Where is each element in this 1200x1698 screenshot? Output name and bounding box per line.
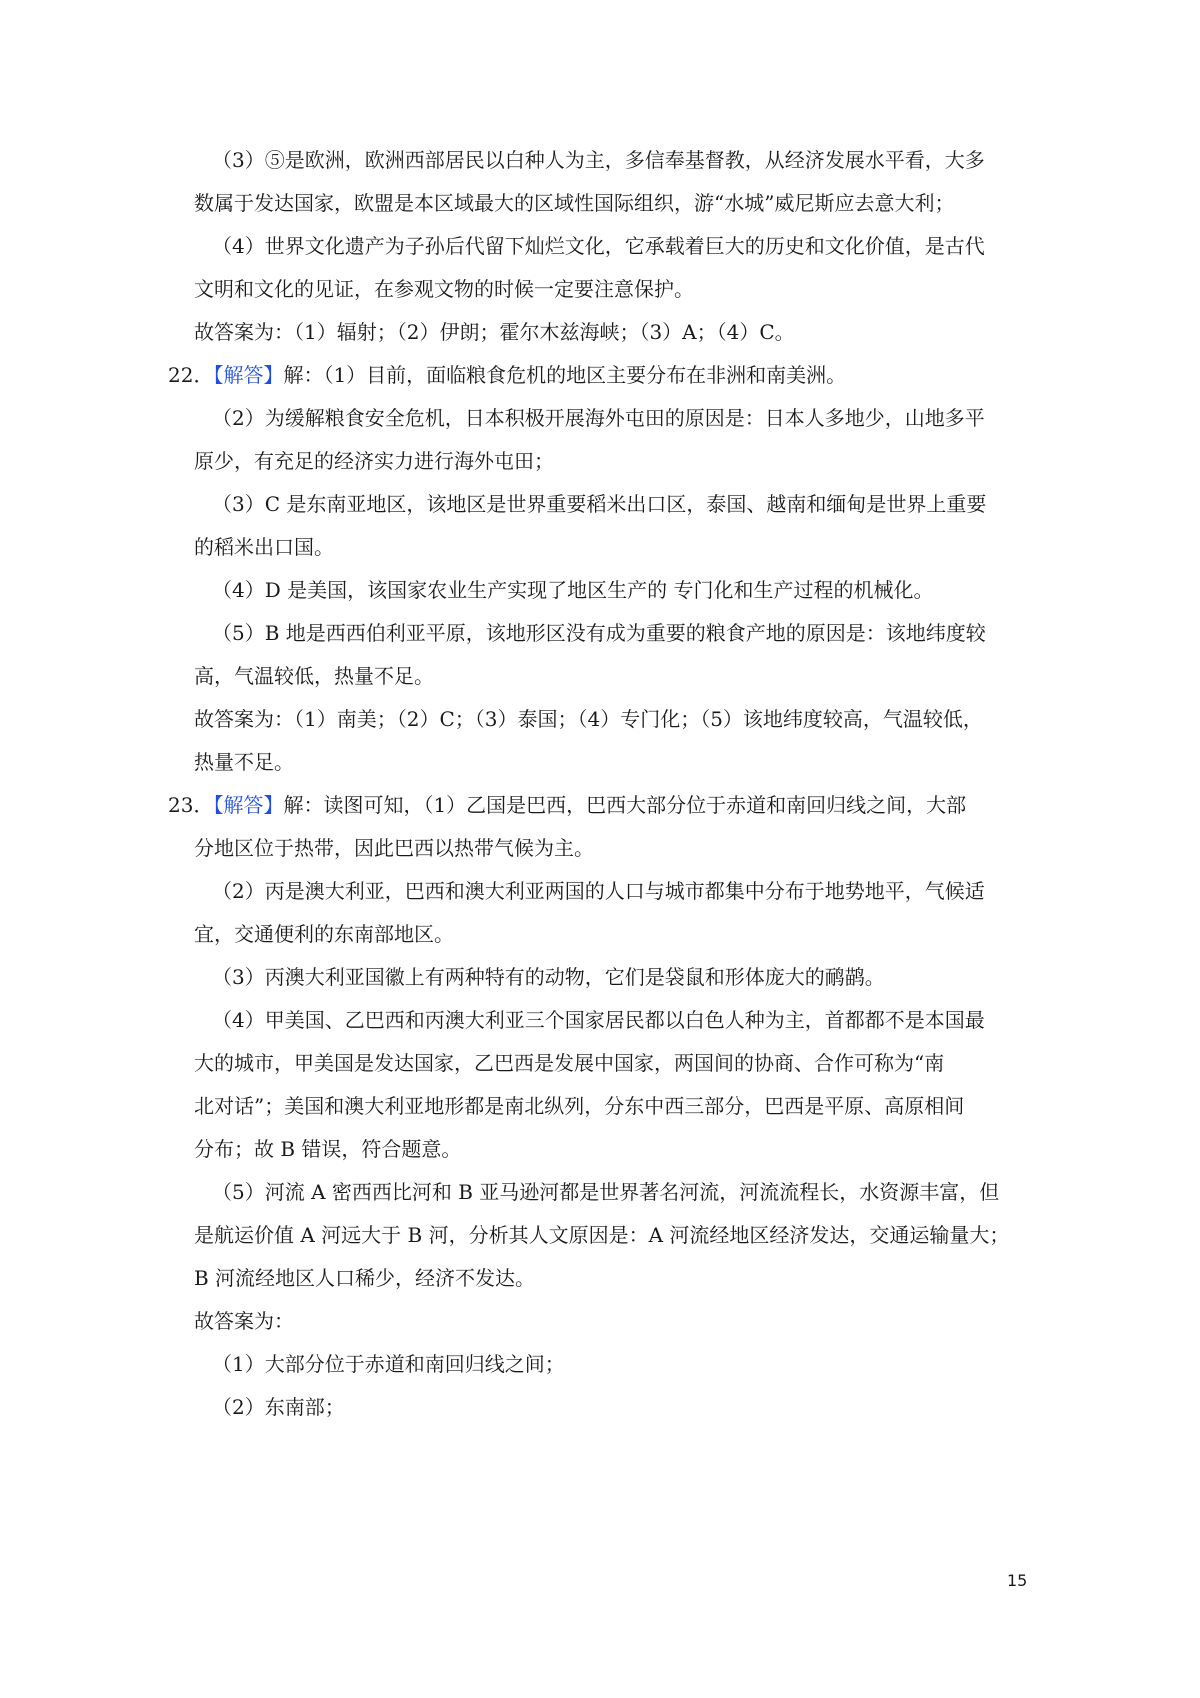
q23-number: 23． <box>168 793 214 817</box>
q23-paragraph-4-line-4: 分布；故 B 错误，符合题意。 <box>194 1137 462 1161</box>
q21-paragraph-3-line-1: （3）⑤是欧洲，欧洲西部居民以白种人为主，多信奉基督教，从经济发展水平看，大多 <box>212 148 985 172</box>
q23-paragraph-4-line-3: 北对话”；美国和澳大利亚地形都是南北纵列，分东中西三部分，巴西是平原、高原相间 <box>194 1094 965 1118</box>
q23-paragraph-4-line-1: （4）甲美国、乙巴西和丙澳大利亚三个国家居民都以白色人种为主，首都都不是本国最 <box>212 1008 985 1032</box>
q23-paragraph-1-line-2: 分地区位于热带，因此巴西以热带气候为主。 <box>194 836 594 860</box>
q23-answer-2: （2）东南部； <box>212 1395 345 1419</box>
q22-paragraph-3-line-2: 的稻米出口国。 <box>194 535 334 559</box>
q23-answer-1: （1）大部分位于赤道和南回归线之间； <box>212 1352 565 1376</box>
q23-heading-line <box>168 791 966 819</box>
q21-paragraph-3-line-2: 数属于发达国家，欧盟是本区域最大的区域性国际组织，游“水城”威尼斯应去意大利； <box>194 191 955 215</box>
q22-answer-line-2: 热量不足。 <box>194 750 294 774</box>
q22-number: 22． <box>168 363 214 387</box>
q23-answer-tag: 【解答】 <box>213 793 284 817</box>
q22-answer-line-1: 故答案为：（1）南美；（2）C；（3）泰国；（4）专门化；（5）该地纬度较高，气温较低， <box>194 707 983 731</box>
q21-paragraph-4-line-2: 文明和文化的见证，在参观文物的时候一定要注意保护。 <box>194 277 694 301</box>
q22-paragraph-5-line-2: 高，气温较低，热量不足。 <box>194 664 434 688</box>
q22-paragraph-5-line-1: （5）B 地是西西伯利亚平原，该地形区没有成为重要的粮食产地的原因是：该地纬度较 <box>212 621 986 645</box>
q23-paragraph-5-line-2: 是航运价值 A 河远大于 B 河，分析其人文原因是：A 河流经地区经济发达，交通运输量大； <box>194 1223 1010 1247</box>
q23-paragraph-4-line-2: 大的城市，甲美国是发达国家，乙巴西是发展中国家，两国间的协商、合作可称为“南 <box>194 1051 945 1075</box>
q22-heading-line <box>168 361 846 389</box>
q21-paragraph-4-line-1: （4）世界文化遗产为子孙后代留下灿烂文化，它承载着巨大的历史和文化价值，是古代 <box>212 234 985 258</box>
q23-paragraph-3-line-1: （3）丙澳大利亚国徽上有两种特有的动物，它们是袋鼠和形体庞大的鸸鹋。 <box>212 965 885 989</box>
q22-paragraph-2-line-1: （2）为缓解粮食安全危机，日本积极开展海外屯田的原因是：日本人多地少，山地多平 <box>212 406 985 430</box>
q22-paragraph-4-line-1: （4）D 是美国，该国家农业生产实现了地区生产的 专门化和生产过程的机械化。 <box>212 578 934 602</box>
q22-intro: 解：（1）目前，面临粮食危机的地区主要分布在非洲和南美洲。 <box>283 363 847 387</box>
q23-paragraph-2-line-2: 宜，交通便利的东南部地区。 <box>194 922 454 946</box>
q23-intro: 解：读图可知，（1）乙国是巴西，巴西大部分位于赤道和南回归线之间，大部 <box>283 793 967 817</box>
q21-answer: 故答案为：（1）辐射；（2）伊朗；霍尔木兹海峡；（3）A；（4）C。 <box>194 320 795 344</box>
q23-paragraph-2-line-1: （2）丙是澳大利亚，巴西和澳大利亚两国的人口与城市都集中分布于地势地平，气候适 <box>212 879 985 903</box>
q23-paragraph-5-line-1: （5）河流 A 密西西比河和 B 亚马逊河都是世界著名河流，河流流程长，水资源丰富，但 <box>212 1180 1000 1204</box>
q22-paragraph-3-line-1: （3）C 是东南亚地区，该地区是世界重要稻米出口区，泰国、越南和缅甸是世界上重要 <box>212 492 987 516</box>
q23-answer-label: 故答案为： <box>194 1309 294 1333</box>
q23-paragraph-5-line-3: B 河流经地区人口稀少，经济不发达。 <box>194 1266 536 1290</box>
q22-paragraph-2-line-2: 原少，有充足的经济实力进行海外屯田； <box>194 449 554 473</box>
q22-answer-tag: 【解答】 <box>213 363 284 387</box>
page-number: 15 <box>1007 1571 1028 1590</box>
